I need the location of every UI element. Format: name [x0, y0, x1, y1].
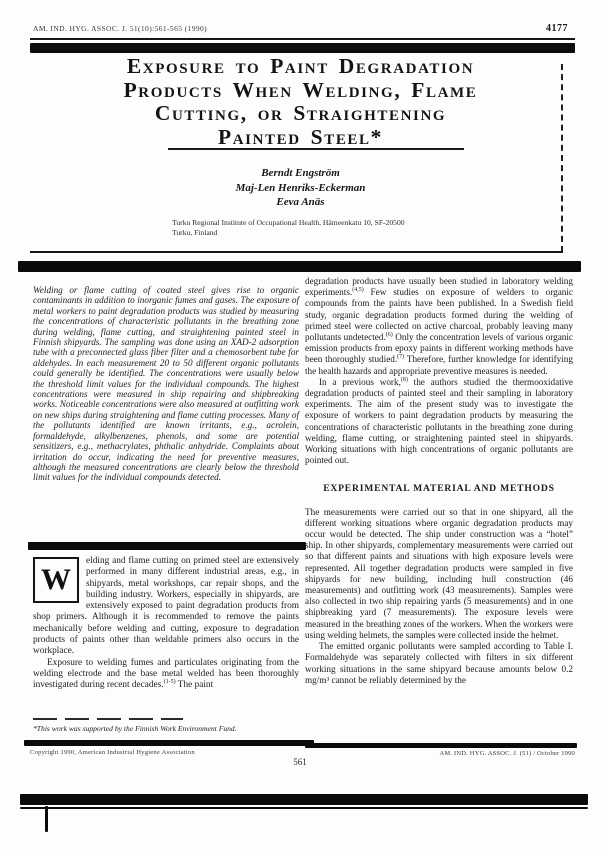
body-paragraph: The measurements were carried out so that in one shipyard, all the different working situations where organic degradation products may occur would be detected. The ship under construction was a “hotel” ship. In other shipyards, complementary measurements were carried out so that different paints and situations with high exposure levels were represented. All together degradation products were sampled in five shipyards for new building, including hull construction (46 measurements) and outfitting work (43 measurements). Samples were also collected in two ship repairing yards (5 measurements) and in one shipbreaking yard (7 measurements). The exposure levels were measured in the breathing zones of the workers. When the workers were using welding helmets, the samples were collected inside the helmet.: [305, 506, 573, 640]
scan-artifact-bar-top: [30, 43, 575, 53]
scan-artifact-vertical-line: [561, 64, 563, 252]
affiliation: [172, 218, 492, 238]
handwritten-page-number: 4177: [546, 23, 568, 34]
body-paragraph: [33, 556, 299, 658]
footnote-block: [33, 718, 299, 733]
scan-artifact-bar-bottom: [20, 794, 588, 805]
article-title: [30, 55, 571, 149]
title-line: Exposure to Paint Degradation: [126, 54, 475, 78]
author-name: Maj-Len Henriks-Eckerman: [235, 181, 366, 194]
abstract-text: Welding or flame cutting of coated steel gives rise to organic contaminants in addition to inorganic fumes and gases. The exposure of metal workers to paint degradation products was studied by measuring the concentrations of characteristic pollutants in the breathing zone during welding, flame cutting, and straightening painted steel in Finnish shipyards. The sampling was done using an XAD-2 adsorption tube with a preconnected glass fiber filter and a chemosorbent tube for aldehydes. In each measurement 20 to 50 different organic pollutants could generally be identified. The concentrations were usually below the threshold limit values for the individual compounds. The highest concentrations were measured in ship repairing and shipbreaking works. Noticeable concentrations were also measured at outfitting work on new ships during straightening and flame cutting processes. Many of the pollutants identified are known irritants, e.g., acrolein, formaldehyde, alkylbenzenes, phenols, and some are potential sensitizers, e.g., methacrylates, phthalic anhydride. Complaints about irritation do occur, indicating the need for preventive measures, although the measured concentrations are clearly below the threshold limit values for the individual compounds detected.: [33, 285, 299, 483]
drop-cap-box: [33, 557, 79, 603]
scan-artifact-bar-divider: [18, 261, 581, 272]
body-paragraph: Exposure to welding fumes and particulates originating from the welding electrode and the base metal welded has been thoroughly investigated during recent decades.$^{(1-5)}$ The paint: [33, 657, 299, 691]
scan-artifact-bar-footer-left: [24, 740, 314, 746]
scan-artifact-bar-footer-right: [305, 743, 577, 748]
scan-artifact-mark: [45, 806, 48, 832]
author-name: Berndt Engström: [261, 167, 340, 179]
title-line: Painted Steel*: [218, 124, 383, 149]
body-paragraph: In a previous work,$^{(8)}$ the authors studied the thermooxidative degradation products of painted steel and their sampling in laboratory experiments. The aim of the present study was to investigate the exposure of workers to paint degradation products by measuring the concentrations of characteristic pollutants in the breathing zone during welding, flame cutting, or straightening painted steel in shipyards. Working situations with high concentrations of organic pollutants are pointed out.: [305, 376, 573, 466]
title-block-bottom-rule: [30, 251, 563, 253]
page-number: 561: [293, 757, 307, 767]
section-heading: EXPERIMENTAL MATERIAL AND METHODS: [323, 483, 555, 495]
author-name: Eeva Anäs: [276, 196, 325, 208]
author-list: [30, 166, 571, 210]
affiliation-line: Turku, Finland: [172, 228, 218, 237]
title-underline-rule: [168, 148, 464, 150]
footnote-text: *This work was supported by the Finnish Work Environment Fund.: [33, 723, 237, 733]
footer-copyright: Copyright 1990, American Industrial Hygiene Association: [30, 749, 195, 756]
affiliation-line: Turku Regional Institute of Occupational Health, Hämeenkatu 10, SF-20500: [172, 218, 405, 227]
journal-header-citation: AM. IND. HYG. ASSOC. J. 51(10):561-565 (1990): [33, 24, 208, 33]
right-column-body: [305, 276, 573, 686]
header-rule: [30, 38, 575, 40]
drop-cap-letter: W: [41, 563, 71, 596]
body-paragraph-text: elding and flame cutting on primed steel are extensively performed in many different industrial areas, e.g., in shipyards, metal workshops, car repair shops, and the building industry. Workers, especially in shipyards, are extensively exposed to paint degradation products from shop primers. Although it is recommended to remove the paints mechanically before welding and cutting, exposure to degradation products of paints other than weldable primers also occurs in the workplace.: [33, 556, 299, 657]
scan-artifact-line-bottom: [20, 807, 588, 809]
title-line: Cutting, or Straightening: [154, 101, 447, 125]
body-paragraph: The emitted organic pollutants were sampled according to Table I. Formaldehyde was separately collected with filters in six different working situations in the same shipyard because amounts below 0.2 mg/m³ cannot be reliably determined by the: [305, 641, 573, 685]
title-line: Products When Welding, Flame: [123, 77, 478, 102]
body-paragraph: degradation products have usually been studied in laboratory welding experiments.$^{(4,5)}$ Few studies on exposure of welders to organic compounds from the paints have been published. In a Swedish field study, organic degradation products formed during the welding of primed steel were collected on active charcoal, probably leaving many pollutants undetected.$^{(6)}$ Only the concentration levels of various organic emission products from epoxy paints in different working methods have been thoroughly studied.$^{(7)}$ Therefore, further knowledge for identifying the health hazards and appropriate preventive measures is needed.: [305, 276, 574, 376]
footer-journal-citation: AM. IND. HYG. ASSOC. J. (51) / October 1990: [439, 750, 575, 757]
left-column-body: [33, 556, 299, 692]
scan-artifact-bar-abstract: [28, 542, 306, 550]
